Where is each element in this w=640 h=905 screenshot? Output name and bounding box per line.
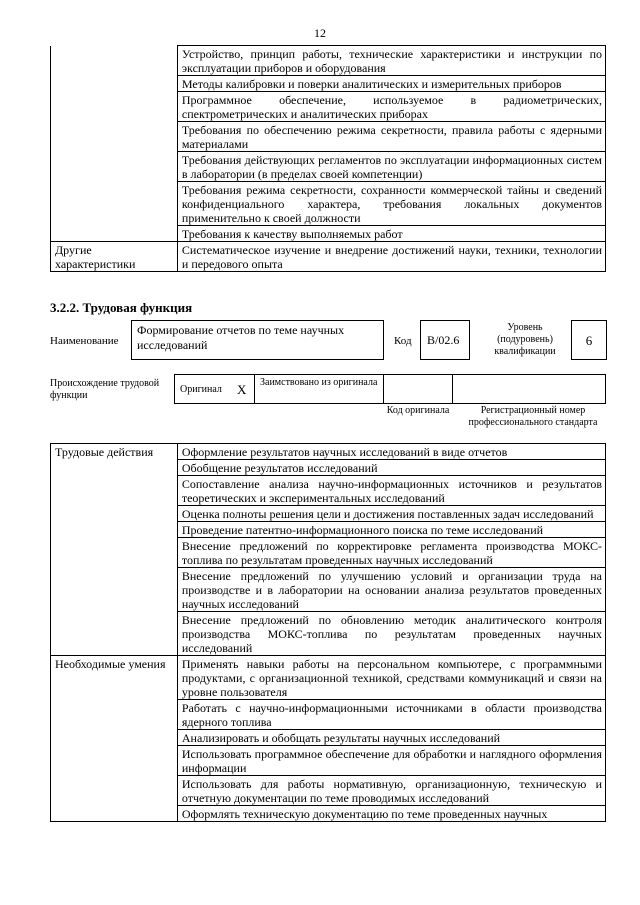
row-text: Сопоставление анализа научно-информационных источников и результатов теоретических и экспериментальных исследований	[177, 476, 605, 506]
row-text: Использовать программное обеспечение для обработки и наглядного оформления информации	[177, 746, 605, 776]
row-text: Систематическое изучение и внедрение достижений науки, техники, технологии и передового опыта	[177, 242, 605, 272]
row-label	[51, 152, 178, 182]
row-text: Методы калибровки и поверки аналитических и измерительных приборов	[177, 76, 605, 92]
level-value: 6	[571, 320, 607, 360]
code-value: B/02.6	[420, 320, 470, 360]
knowledge-table	[50, 45, 606, 272]
row-text: Внесение предложений по улучшению условий и организации труда на производстве и в лаборатории на основании анализа результатов проведенных научных исследований	[177, 568, 605, 612]
borrowed-label: Заимствовано из оригинала	[260, 377, 378, 388]
row-text: Обобщение результатов исследований	[177, 460, 605, 476]
row-text: Оформлять техническую документацию по теме проведенных научных	[177, 806, 605, 822]
origin-label: Происхождение трудовой функции	[50, 378, 160, 401]
row-text: Анализировать и обобщать результаты научных исследований	[177, 730, 605, 746]
row-text: Требования к качеству выполняемых работ	[177, 226, 605, 242]
table-row	[51, 182, 606, 226]
table-row	[51, 152, 606, 182]
original-label: Оригинал	[180, 384, 222, 395]
row-text: Требования действующих регламентов по эксплуатации информационных систем в лаборатории (в пределах своей компетенции)	[177, 152, 605, 182]
original-mark: X	[237, 382, 247, 397]
table-row	[51, 226, 606, 242]
row-text: Внесение предложений по корректировке регламента производства МОКС-топлива по результатам проведенных научных исследований	[177, 538, 605, 568]
row-text: Требования по обеспечению режима секретности, правила работы с ядерными материалами	[177, 122, 605, 152]
table-row	[51, 656, 606, 700]
table-row	[51, 46, 606, 76]
row-text: Требования режима секретности, сохранности коммерческой тайны и сведений конфиденциального характера, требования локальных документов применительно к своей должности	[177, 182, 605, 226]
row-label	[51, 226, 178, 242]
row-text: Работать с научно-информационными источниками в области производства ядерного топлива	[177, 700, 605, 730]
reg-number-label: Регистрационный номер профессионального стандарта	[468, 405, 598, 428]
section-title: 3.2.2. Трудовая функция	[50, 300, 193, 315]
row-text: Использовать для работы нормативную, организационную, техническую и отчетную документации по теме проводимых исследований	[177, 776, 605, 806]
row-label	[51, 182, 178, 226]
row-text: Устройство, принцип работы, технические характеристики и инструкции по эксплуатации приборов и оборудования	[177, 46, 605, 76]
group-label: Необходимые умения	[51, 656, 178, 822]
function-name: Формирование отчетов по теме научных исследований	[131, 320, 384, 360]
group-label: Трудовые действия	[51, 444, 178, 656]
table-row	[51, 122, 606, 152]
row-label: Другие характеристики	[51, 242, 178, 272]
table-row	[51, 242, 606, 272]
row-text: Оценка полноты решения цели и достижения поставленных задач исследований	[177, 506, 605, 522]
page-number: 12	[314, 26, 326, 40]
labor-table	[50, 443, 606, 822]
row-text: Применять навыки работы на персональном компьютере, с программными продуктами, с организационной техникой, средствами коммуникаций и связи на уровне пользователя	[177, 656, 605, 700]
table-row	[51, 444, 606, 460]
code-original-cell	[383, 374, 453, 404]
row-text: Проведение патентно-информационного поиска по теме исследований	[177, 522, 605, 538]
name-label: Наименование	[50, 335, 119, 347]
row-label	[51, 122, 178, 152]
row-label	[51, 76, 178, 92]
table-row	[51, 92, 606, 122]
row-text: Внесение предложений по обновлению методик аналитического контроля производства МОКС-топлива по результатам проведенных научных исследований	[177, 612, 605, 656]
code-label: Код	[394, 335, 412, 347]
row-text: Оформление результатов научных исследований в виде отчетов	[177, 444, 605, 460]
code-original-label: Код оригинала	[386, 405, 450, 416]
row-label	[51, 92, 178, 122]
table-row	[51, 76, 606, 92]
row-text: Программное обеспечение, используемое в радиометрических, спектрометрических и аналитических приборах	[177, 92, 605, 122]
row-label	[51, 46, 178, 76]
level-label: Уровень (подуровень) квалификации	[494, 322, 556, 357]
